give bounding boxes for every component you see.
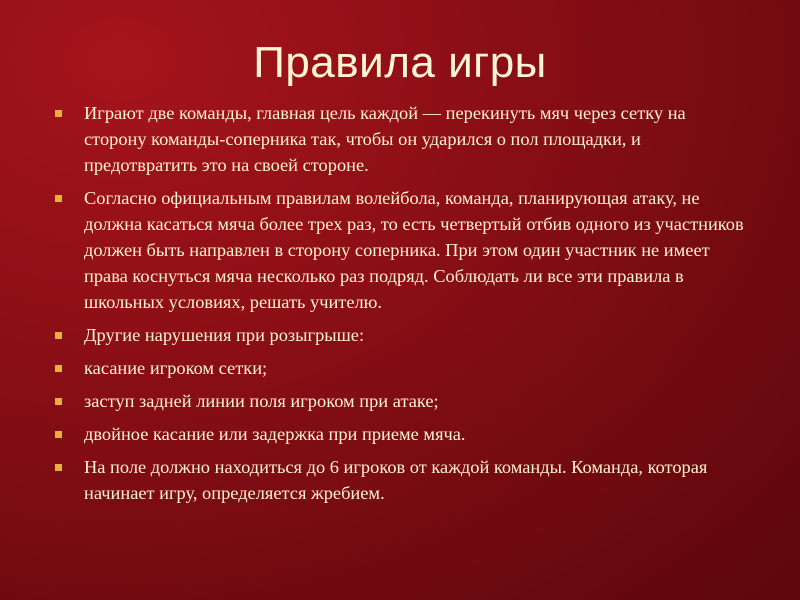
list-item-text: Согласно официальным правилам волейбола, команда, планирующая атаку, не должна касаться мяча более трех раз, то есть четвертый отбив одного из участников должен быть направлен в сторону соперника. При этом один участник не имеет права коснуться мяча несколько раз подряд. Соблюдать ли все эти правила в школьных условиях, решать учителю. (84, 188, 744, 312)
list-item-text: На поле должно находиться до 6 игроков от каждой команды. Команда, которая начинает игру, определяется жребием. (84, 457, 708, 503)
slide-title: Правила игры (253, 38, 547, 87)
list-item (52, 185, 752, 315)
list-item-text: Другие нарушения при розыгрыше: (84, 325, 365, 345)
list-item (52, 454, 752, 506)
bullet-list (52, 100, 752, 513)
square-bullet-icon (55, 195, 62, 202)
list-item (52, 355, 752, 381)
list-item-text: двойное касание или задержка при приеме мяча. (84, 424, 466, 444)
list-item (52, 100, 752, 178)
list-item (52, 388, 752, 414)
square-bullet-icon (55, 365, 62, 372)
list-item (52, 322, 752, 348)
list-item-text: Играют две команды, главная цель каждой — перекинуть мяч через сетку на сторону команды-соперника так, чтобы он ударился о пол площадки, и предотвратить это на своей стороне. (84, 103, 686, 175)
list-item-text: заступ задней линии поля игроком при атаке; (84, 391, 439, 411)
list-item-text: касание игроком сетки; (84, 358, 268, 378)
square-bullet-icon (55, 332, 62, 339)
list-item (52, 421, 752, 447)
square-bullet-icon (55, 398, 62, 405)
square-bullet-icon (55, 110, 62, 117)
square-bullet-icon (55, 431, 62, 438)
square-bullet-icon (55, 464, 62, 471)
